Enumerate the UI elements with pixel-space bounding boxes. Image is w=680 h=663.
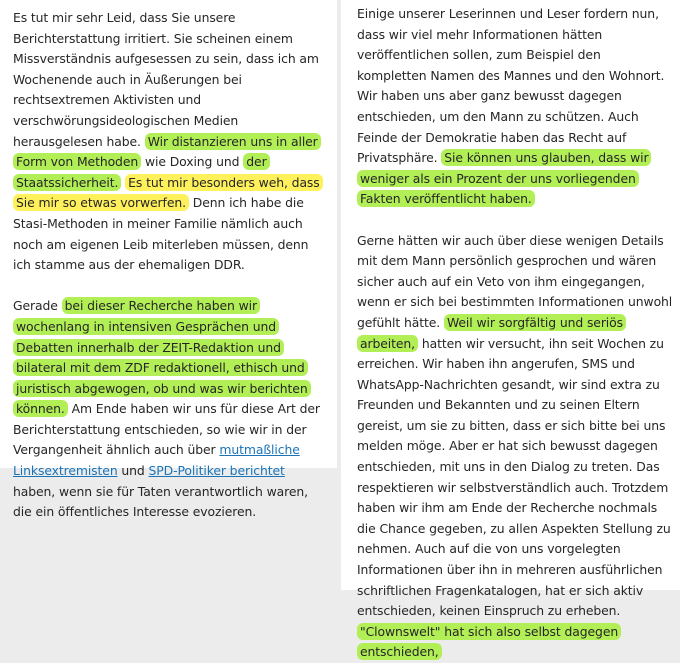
paragraph-contact xyxy=(357,231,674,663)
left-document-panel xyxy=(0,0,337,520)
link-spd-politiker[interactable]: SPD-Politiker berichtet xyxy=(148,463,285,479)
right-document-panel xyxy=(341,0,680,660)
highlight-green: "Clownswelt" hat sich also selbst dagegen entschieden, xyxy=(357,623,621,661)
highlight-green: der Staatssicherheit. xyxy=(13,153,270,191)
highlight-yellow: Es tut mir besonders weh, dass Sie mir so etwas vorwerfen. xyxy=(13,174,323,212)
highlight-green: Sie können uns glauben, dass wir weniger als ein Prozent der uns vorliegenden Fakten veröffentlicht haben. xyxy=(357,149,651,207)
highlight-green: Wir distanzieren uns in aller Form von Methoden xyxy=(13,133,321,171)
text-segment: Am Ende haben wir uns für diese Art der Berichterstattung entschieden, so wie wir in der Vergangenheit ähnlich auch über xyxy=(13,401,320,458)
text-segment: und xyxy=(121,463,145,479)
paragraph-research xyxy=(13,296,327,523)
text-segment: hatten wir versucht, ihn seit Wochen zu erreichen. Wir haben ihn angerufen, SMS und WhatsApp-Nachrichten gesandt, wir sind extra zu Freunden und Bekannten und zu seinen Eltern gereist, um sie zu bitten, dass er sich bitte bei uns melden möge. Aber er hat sich bewusst dagegen entschieden, mit uns in den Dialog zu treten. Das respektieren wir selbstverständlich auch. Trotzdem haben wir ihm am Ende der Recherche nochmals die Chance gegeben, zu allen Aspekten Stellung zu nehmen. Auch auf die von uns vorgelegten Informationen über ihn in mehreren ausführlichen schriftlichen Fragenkatalogen, hat er sich aktiv entschieden, keinen Einspruch zu erheben. xyxy=(357,335,671,619)
text-segment: Einige unserer Leserinnen und Leser fordern nun, dass wir viel mehr Informationen hätten veröffentlichen sollen, zum Beispiel den kompletten Namen des Mannes und den Wohnort. Wir haben uns aber ganz bewusst dagegen entschieden, um den Mann zu schützen. Auch Feinde der Demokratie haben das Recht auf Privatsphäre. xyxy=(357,6,665,166)
highlight-green: Weil wir sorgfältig und seriös arbeiten, xyxy=(357,314,626,352)
text-segment: haben, wenn sie für Taten verantwortlich waren, die ein öffentliches Interesse evozieren. xyxy=(13,483,308,520)
text-segment: Gerade xyxy=(13,298,58,314)
text-segment: Denn ich habe die Stasi-Methoden in meiner Familie nämlich auch noch am eigenen Leib miterleben müssen, denn ich stamme aus der ehemaligen DDR. xyxy=(13,195,309,273)
text-segment: wie Doxing und xyxy=(144,154,240,170)
paragraph-readers xyxy=(357,4,674,210)
text-segment: Gerne hätten wir auch über diese wenigen Details mit dem Mann persönlich gesprochen und wären sicher auch auf ein Veto von ihm eingegangen, wenn er sich bei bestimmten Informationen unwohl gefühlt hätte. xyxy=(357,232,673,330)
paragraph-apology xyxy=(13,8,327,276)
highlight-green: bei dieser Recherche haben wir wochenlang in intensiven Gesprächen und Debatten innerhalb der ZEIT-Redaktion und bilateral mit dem ZDF redaktionell, ethisch und juristisch abgewogen, ob und was wir berichten können. xyxy=(13,297,311,417)
link-linksextremisten[interactable]: mutmaßliche Linksextremisten xyxy=(13,442,300,479)
text-segment: Es tut mir sehr Leid, dass Sie unsere Berichterstattung irritiert. Sie scheinen einem Missverständnis aufgesessen zu sein, dass ich am Wochenende auch in Äußerungen bei rechtsextremen Aktivisten und verschwörungsideologischen Medien herausgelesen habe. xyxy=(13,10,319,149)
